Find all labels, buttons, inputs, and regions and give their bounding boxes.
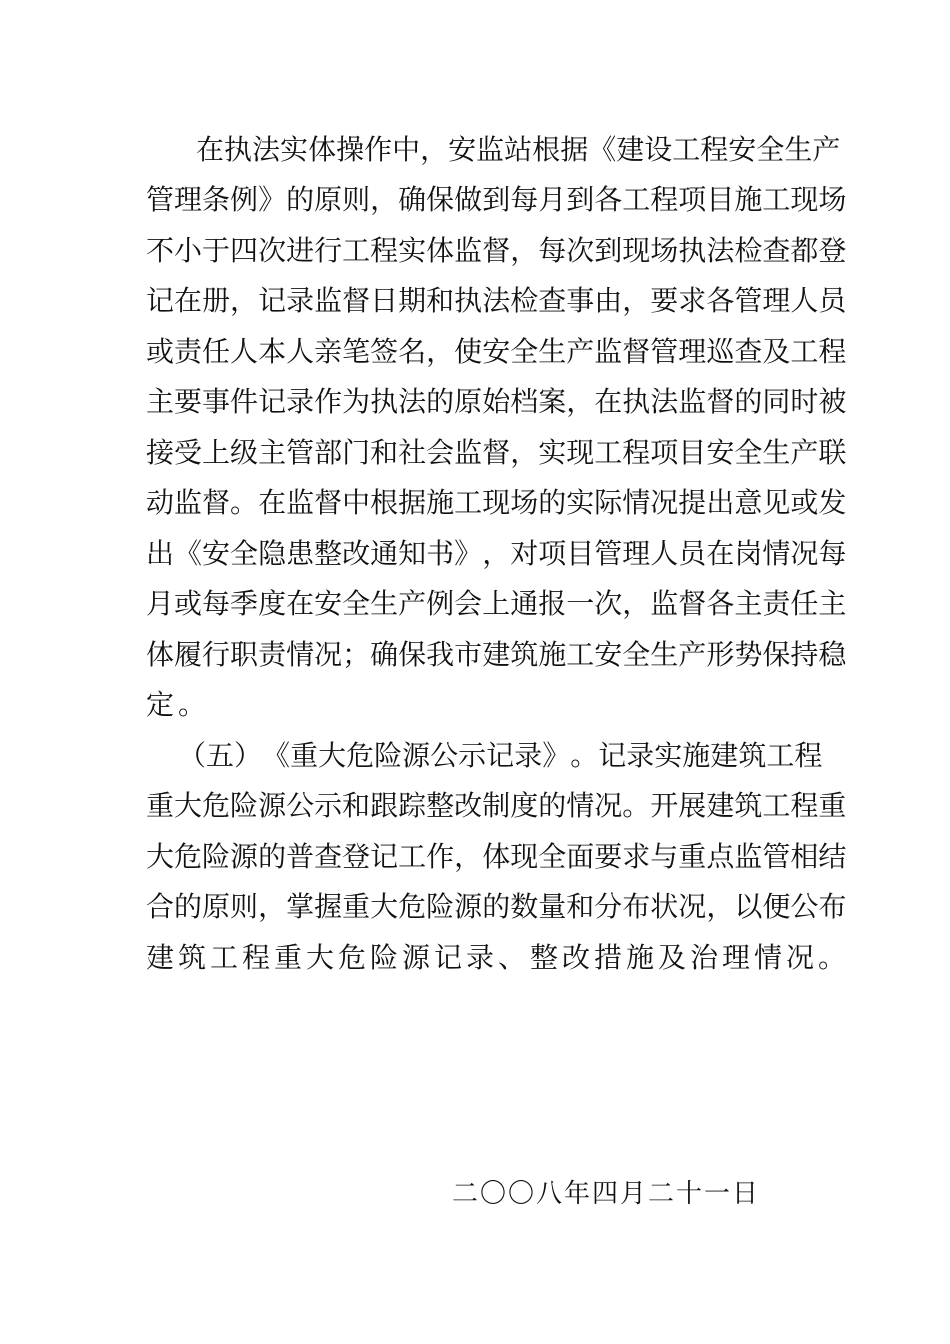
paragraph-1-line-11: 体 履 行 职 责 情 况 ； 确 保 我 市 建 筑 施 工 安 全 生 产 形 势 保 持 稳 [146,638,847,671]
paragraph-1-line-9: 出 《 安 全 隐 患 整 改 通 知 书 》 ， 对 项 目 管 理 人 员 在 岗 情 况 每 [146,537,847,570]
paragraph-2-line-5: 建筑工程重大危险源记录、整改措施及治理情况。 [146,941,851,974]
paragraph-1-line-2: 管 理 条 例 》 的 原 则 ， 确 保 做 到 每 月 到 各 工 程 项 目 施 工 现 场 [146,183,847,216]
paragraph-2-line-4: 合 的 原 则 ， 掌 握 重 大 危 险 源 的 数 量 和 分 布 状 况 ， 以 便 公 布 [146,890,847,923]
paragraph-1-line-1: 在 执 法 实 体 操 作 中 ， 安 监 站 根 据 《 建 设 工 程 安 全 生 产 [196,133,841,166]
paragraph-1-line-7: 接 受 上 级 主 管 部 门 和 社 会 监 督 ， 实 现 工 程 项 目 安 全 生 产 联 [146,436,847,469]
paragraph-2-line-1: （ 五 ） 《 重 大 危 险 源 公 示 记 录 》 。 记 录 实 施 建 筑 工 程 [178,739,823,772]
paragraph-2-line-3: 大 危 险 源 的 普 查 登 记 工 作 ， 体 现 全 面 要 求 与 重 点 监 管 相 结 [146,840,847,873]
paragraph-1-line-5: 或 责 任 人 本 人 亲 笔 签 名 ， 使 安 全 生 产 监 督 管 理 巡 查 及 工 程 [146,335,847,368]
paragraph-2-line-2: 重 大 危 险 源 公 示 和 跟 踪 整 改 制 度 的 情 况 。 开 展 建 筑 工 程 重 [146,789,847,822]
document-date: 二〇〇八年四月二十一日 [452,1179,761,1209]
paragraph-1-line-4: 记 在 册 ， 记 录 监 督 日 期 和 执 法 检 查 事 由 ， 要 求 各 管 理 人 员 [146,284,847,317]
paragraph-1-line-12: 定。 [146,688,211,721]
paragraph-1-line-10: 月 或 每 季 度 在 安 全 生 产 例 会 上 通 报 一 次 ， 监 督 各 主 责 任 主 [146,587,847,620]
paragraph-1-line-6: 主 要 事 件 记 录 作 为 执 法 的 原 始 档 案 ， 在 执 法 监 督 的 同 时 被 [146,385,847,418]
paragraph-1-line-8: 动 监 督 。 在 监 督 中 根 据 施 工 现 场 的 实 际 情 况 提 出 意 见 或 发 [146,486,847,519]
paragraph-1-line-3: 不 小 于 四 次 进 行 工 程 实 体 监 督 ， 每 次 到 现 场 执 法 检 查 都 登 [146,234,847,267]
